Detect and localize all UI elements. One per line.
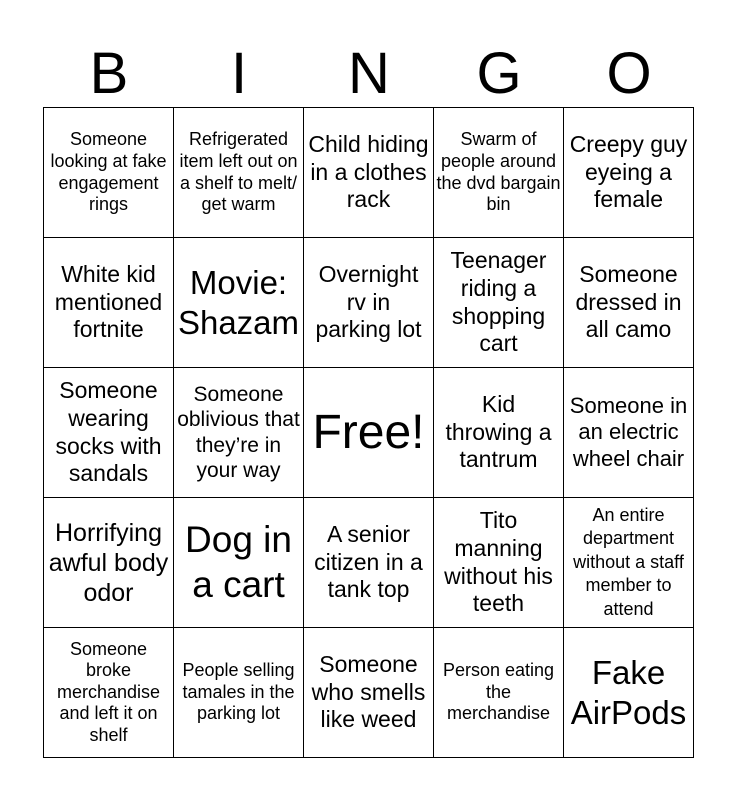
bingo-cell[interactable]: Horrifying awful body odor: [44, 498, 174, 628]
bingo-cell[interactable]: Child hiding in a clothes rack: [304, 108, 434, 238]
bingo-cell[interactable]: Kid throwing a tantrum: [434, 368, 564, 498]
bingo-cell[interactable]: Fake AirPods: [564, 628, 694, 758]
bingo-cell[interactable]: Person eating the merchandise: [434, 628, 564, 758]
board-row: [44, 498, 694, 628]
bingo-cell[interactable]: Refrigerated item left out on a shelf to melt/ get warm: [174, 108, 304, 238]
header-letter-b: B: [89, 41, 129, 106]
bingo-board: [43, 107, 694, 758]
bingo-cell[interactable]: Someone wearing socks with sandals: [44, 368, 174, 498]
bingo-cell[interactable]: Someone oblivious that they’re in your way: [174, 368, 304, 498]
bingo-cell[interactable]: Teenager riding a shopping cart: [434, 238, 564, 368]
bingo-cell[interactable]: A senior citizen in a tank top: [304, 498, 434, 628]
bingo-cell[interactable]: Overnight rv in parking lot: [304, 238, 434, 368]
bingo-cell[interactable]: Someone broke merchandise and left it on shelf: [44, 628, 174, 758]
bingo-cell[interactable]: White kid mentioned fortnite: [44, 238, 174, 368]
bingo-cell[interactable]: An entire department without a staff member to attend: [564, 498, 694, 628]
bingo-cell[interactable]: Dog in a cart: [174, 498, 304, 628]
free-space-cell[interactable]: Free!: [304, 368, 434, 498]
board-row: [44, 108, 694, 238]
header-letter-o: O: [606, 41, 652, 106]
board-row: [44, 238, 694, 368]
bingo-cell[interactable]: Movie: Shazam: [174, 238, 304, 368]
board-row: [44, 368, 694, 498]
bingo-cell[interactable]: People selling tamales in the parking lot: [174, 628, 304, 758]
bingo-cell[interactable]: Swarm of people around the dvd bargain bin: [434, 108, 564, 238]
bingo-cell[interactable]: Someone dressed in all camo: [564, 238, 694, 368]
header-letter-n: N: [348, 41, 390, 106]
bingo-cell[interactable]: Creepy guy eyeing a female: [564, 108, 694, 238]
header-letter-i: I: [230, 41, 248, 106]
bingo-cell[interactable]: Someone who smells like weed: [304, 628, 434, 758]
bingo-cell[interactable]: Tito manning without his teeth: [434, 498, 564, 628]
bingo-cell[interactable]: Someone looking at fake engagement rings: [44, 108, 174, 238]
header-letter-g: G: [476, 41, 522, 106]
board-row: [44, 628, 694, 758]
bingo-cell[interactable]: Someone in an electric wheel chair: [564, 368, 694, 498]
bingo-header: [44, 40, 694, 108]
